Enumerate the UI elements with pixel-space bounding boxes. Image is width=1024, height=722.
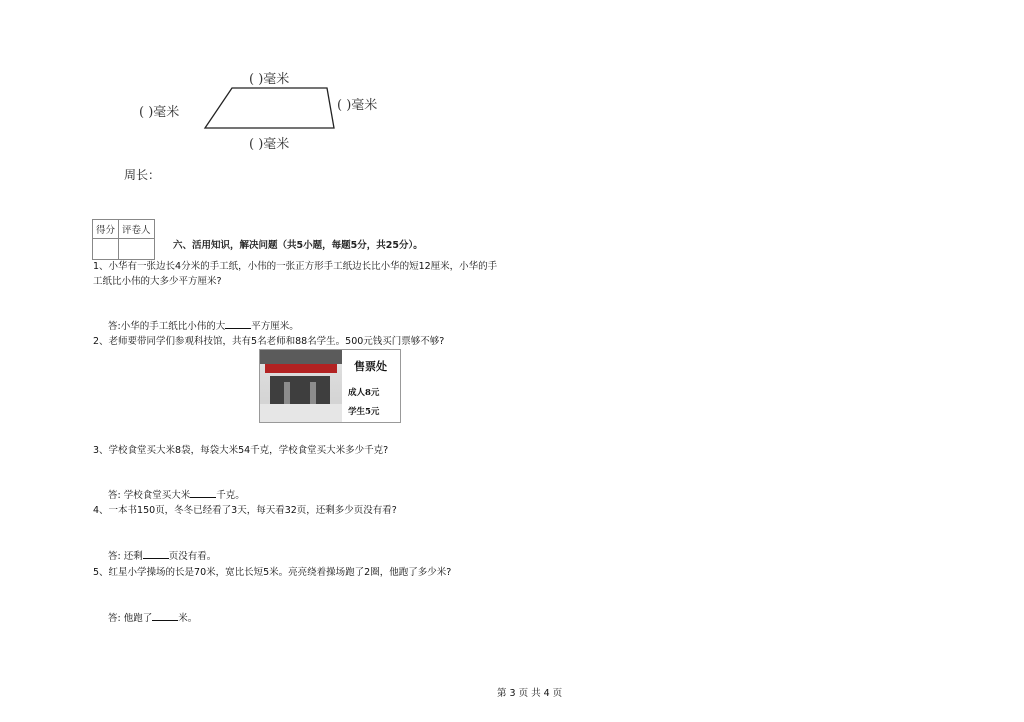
ticket-office-photo xyxy=(260,350,342,422)
ticket-price-sign xyxy=(344,350,400,422)
ticket-sign-title: 售票处 xyxy=(354,360,387,373)
grader-header: 评卷人 xyxy=(119,220,155,239)
question-3-line-1: 3、学校食堂买大米8袋，每袋大米54千克，学校食堂买大米多少千克? xyxy=(93,445,389,456)
ticket-office-image xyxy=(259,349,401,423)
ticket-adult-price: 成人8元 xyxy=(348,388,380,398)
answer-1-blank[interactable] xyxy=(225,319,251,329)
perimeter-label: 周长： xyxy=(124,168,161,182)
question-1-line-1: 1、小华有一张边长4分米的手工纸，小伟的一张正方形手工纸边长比小华的短12厘米，小华的手 xyxy=(93,261,498,272)
answer-5-blank[interactable] xyxy=(152,611,178,621)
section-title: 六、活用知识，解决问题（共5小题，每题5分，共25分）。 xyxy=(173,240,423,251)
answer-4-suffix: 页没有看。 xyxy=(168,551,217,562)
question-1-line-2: 工纸比小伟的大多少平方厘米? xyxy=(93,276,222,287)
grader-cell[interactable] xyxy=(119,239,155,260)
answer-1 xyxy=(108,318,299,332)
answer-3-blank[interactable] xyxy=(190,488,216,498)
trapezoid-right-label: ( )毫米 xyxy=(337,98,378,113)
trapezoid-left-label: ( )毫米 xyxy=(139,105,180,120)
question-5-line-1: 5、红星小学操场的长是70米，宽比长短5米。亮亮绕着操场跑了2圈，他跑了多少米? xyxy=(93,567,452,578)
answer-4-blank[interactable] xyxy=(143,549,169,559)
answer-3 xyxy=(108,487,245,501)
question-4-line-1: 4、一本书150页，冬冬已经看了3天，每天看32页，还剩多少页没有看? xyxy=(93,505,397,516)
answer-5-suffix: 米。 xyxy=(178,613,198,624)
trapezoid-top-label: ( )毫米 xyxy=(249,72,290,87)
answer-5-prefix: 答: 他跑了 xyxy=(108,613,153,624)
score-cell[interactable] xyxy=(93,239,119,260)
answer-1-prefix: 答:小华的手工纸比小伟的大 xyxy=(108,321,226,332)
page-footer: 第 3 页 共 4 页 xyxy=(497,688,563,699)
answer-1-suffix: 平方厘米。 xyxy=(251,321,299,332)
score-header: 得分 xyxy=(93,220,119,239)
score-table xyxy=(92,219,155,260)
answer-5 xyxy=(108,610,197,624)
trapezoid-bottom-label: ( )毫米 xyxy=(249,137,290,152)
answer-3-suffix: 千克。 xyxy=(216,490,245,501)
answer-4 xyxy=(108,548,216,562)
question-2-line-1: 2、老师要带同学们参观科技馆，共有5名老师和88名学生。500元钱买门票够不够? xyxy=(93,336,445,347)
answer-4-prefix: 答: 还剩 xyxy=(108,551,143,562)
answer-3-prefix: 答: 学校食堂买大米 xyxy=(108,490,191,501)
ticket-student-price: 学生5元 xyxy=(348,407,380,417)
